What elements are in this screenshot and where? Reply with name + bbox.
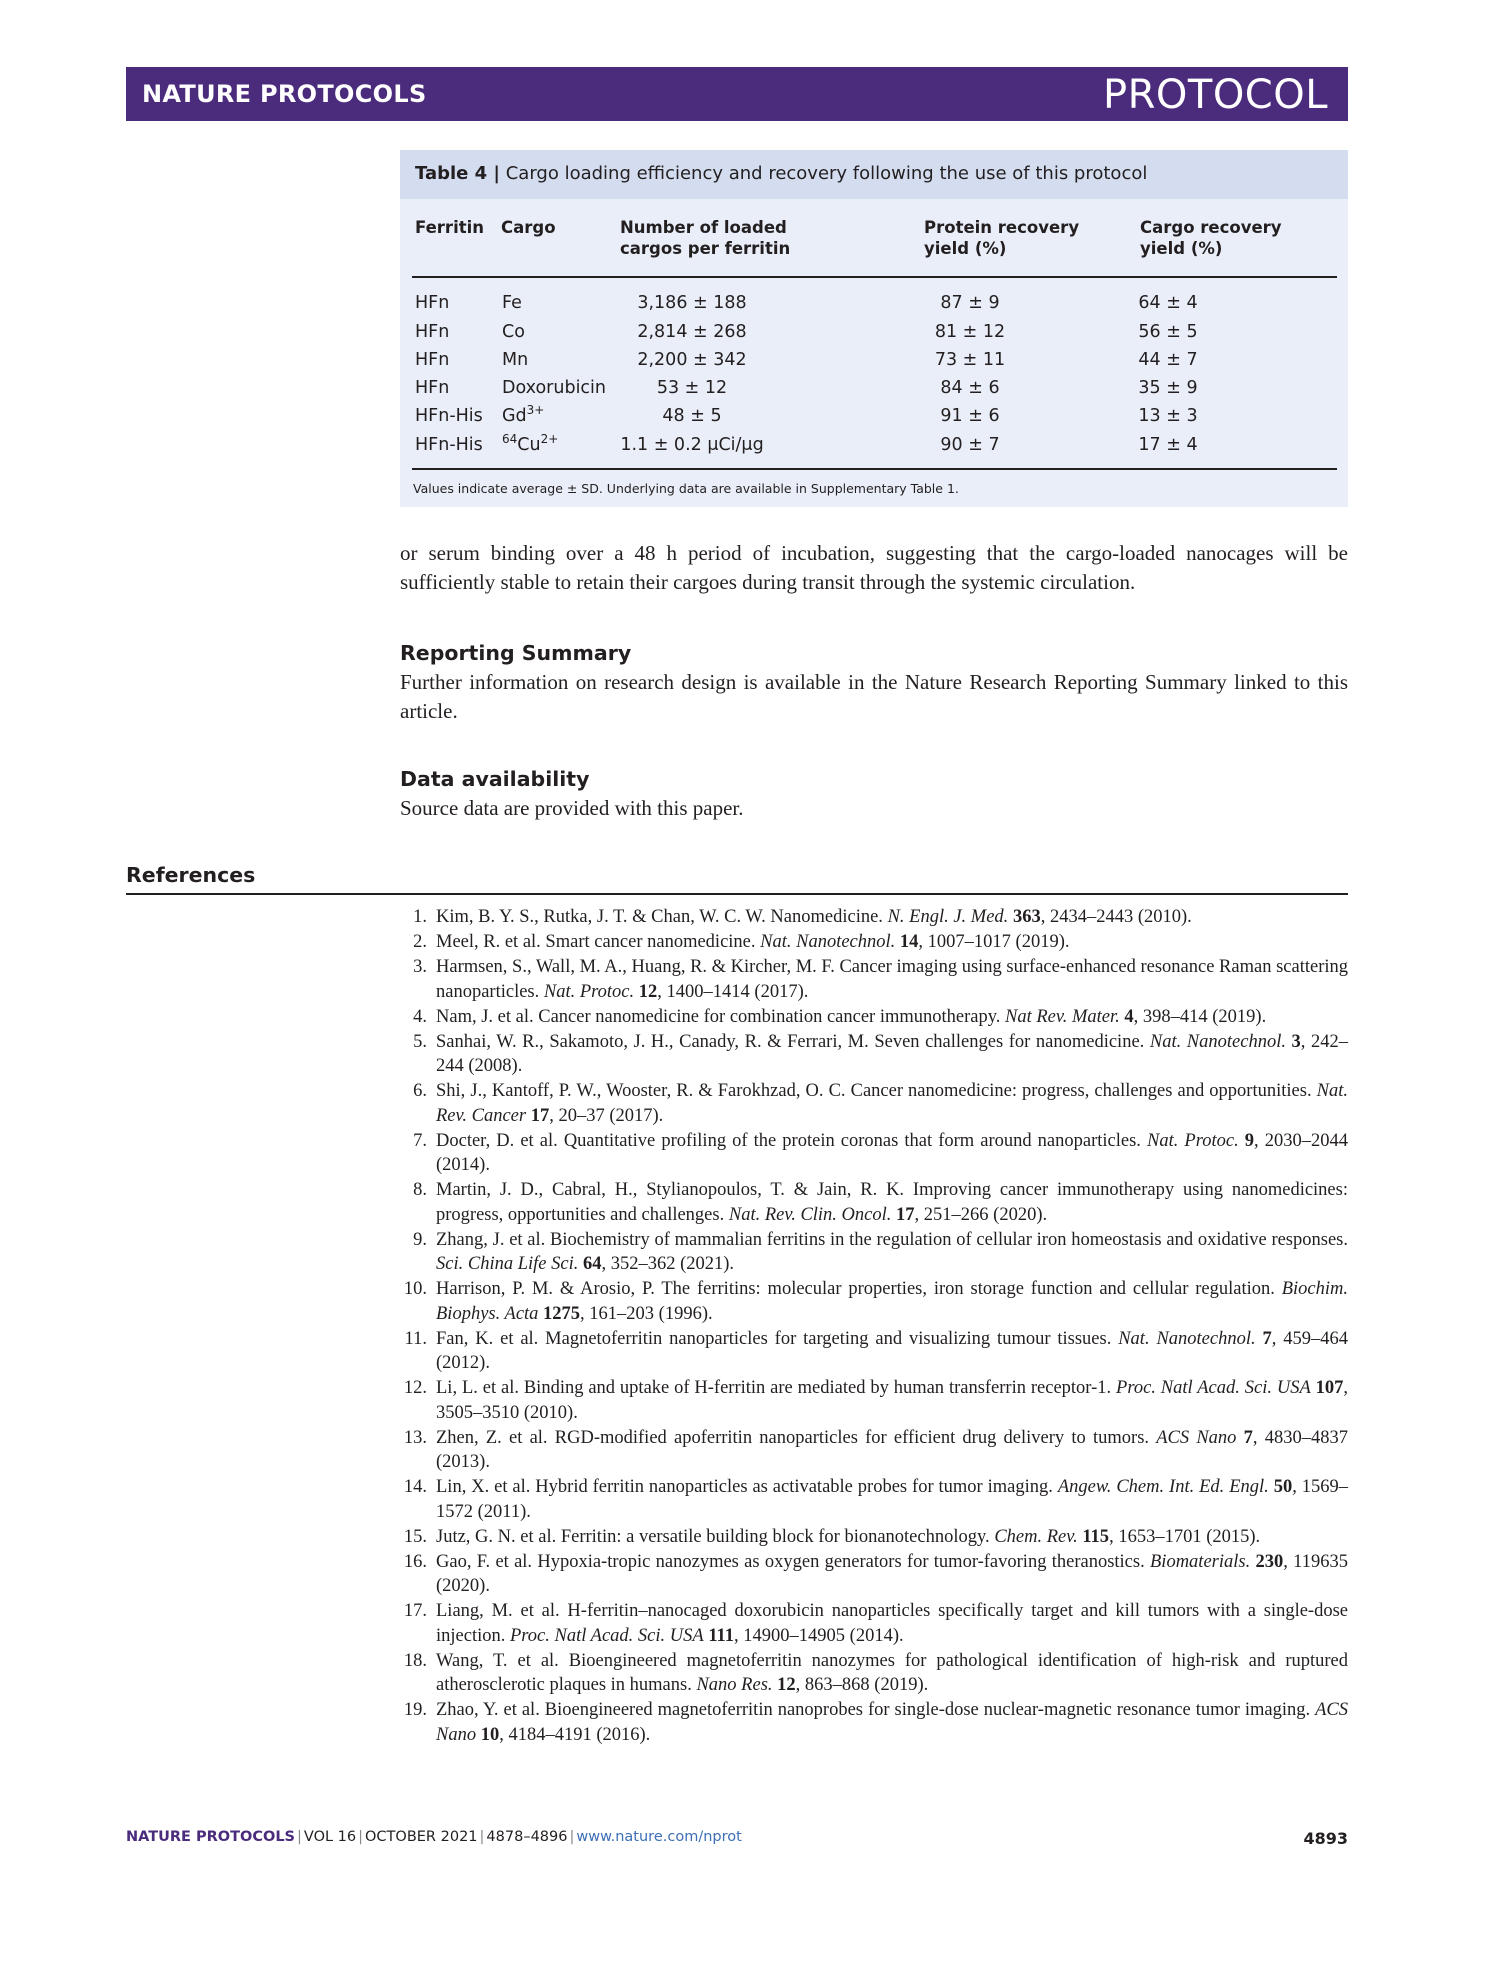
cell-ferritin: HFn bbox=[415, 378, 450, 398]
table-4 bbox=[400, 150, 1348, 507]
reference-number: 6. bbox=[413, 1081, 427, 1101]
reference-item: 19. Zhao, Y. et al. Bioengineered magnetoferritin nanoprobes for single-dose nuclear-magnetic resonance tumor imaging. ACS Nano 10, 4184–4191 (2016). bbox=[400, 1698, 1348, 1747]
table-header-rule bbox=[412, 276, 1337, 278]
reference-list bbox=[400, 905, 1348, 1748]
data-availability-text: Source data are provided with this paper. bbox=[400, 796, 744, 820]
footer-pages: 4878–4896 bbox=[486, 1829, 568, 1845]
reference-item: 7. Docter, D. et al. Quantitative profiling of the protein coronas that form around nanoparticles. Nat. Protoc. 9, 2030–2044 (2014). bbox=[400, 1129, 1348, 1178]
reference-item: 2. Meel, R. et al. Smart cancer nanomedicine. Nat. Nanotechnol. 14, 1007–1017 (2019). bbox=[400, 930, 1348, 955]
cell-cargo-recovery: 44 ± 7 bbox=[1138, 350, 1198, 370]
continuation-paragraph: or serum binding over a 48 h period of incubation, suggesting that the cargo-loaded nanocages will be sufficiently stable to retain their cargoes during transit through the systemic circulation. bbox=[400, 541, 1348, 594]
cell-cargo: Co bbox=[502, 322, 525, 342]
cell-protein-recovery: 73 ± 11 bbox=[934, 350, 1006, 370]
table-label: Table 4 | bbox=[415, 163, 500, 184]
reference-number: 8. bbox=[413, 1180, 427, 1200]
reference-number: 13. bbox=[403, 1427, 427, 1448]
column-header-cargo: Cargo bbox=[501, 218, 556, 237]
reference-item: 8. Martin, J. D., Cabral, H., Stylianopoulos, T. & Jain, R. K. Improving cancer immunotherapy using nanomedicines: progress, opportunities and challenges. Nat. Rev. Clin. Oncol. 17, 251–266 (2020). bbox=[400, 1178, 1348, 1227]
reference-number: 2. bbox=[413, 932, 427, 952]
reference-item: 6. Shi, J., Kantoff, P. W., Wooster, R. & Farokhzad, O. C. Cancer nanomedicine: progress, challenges and opportunities. Nat. Rev. Cancer 17, 20–37 (2017). bbox=[400, 1079, 1348, 1128]
reference-number: 14. bbox=[403, 1477, 427, 1497]
cell-cargo-recovery: 13 ± 3 bbox=[1138, 406, 1198, 426]
cell-loaded: 53 ± 12 bbox=[656, 378, 728, 398]
reference-item: 15. Jutz, G. N. et al. Ferritin: a versatile building block for bionanotechnology. Chem. Rev. 115, 1653–1701 (2015). bbox=[400, 1525, 1348, 1550]
cell-cargo: $Gd^{3+}$ bbox=[502, 403, 545, 426]
reference-number: 5. bbox=[413, 1031, 427, 1052]
reference-item: 13. Zhen, Z. et al. RGD-modified apoferritin nanoparticles for efficient drug delivery to tumors. ACS Nano 7, 4830–4837 (2013). bbox=[400, 1426, 1348, 1475]
cell-loaded: 2,814 ± 268 bbox=[637, 322, 747, 342]
cell-loaded: 2,200 ± 342 bbox=[637, 350, 747, 370]
cell-cargo-recovery: 17 ± 4 bbox=[1138, 435, 1198, 455]
cell-loaded: 48 ± 5 bbox=[662, 406, 722, 426]
reference-item: 4. Nam, J. et al. Cancer nanomedicine for combination cancer immunotherapy. Nat Rev. Mater. 4, 398–414 (2019). bbox=[400, 1005, 1348, 1030]
reference-number: 3. bbox=[413, 957, 427, 977]
reference-item: 3. Harmsen, S., Wall, M. A., Huang, R. & Kircher, M. F. Cancer imaging using surface-enhanced resonance Raman scattering nanoparticles. Nat. Protoc. 12, 1400–1414 (2017). bbox=[400, 955, 1348, 1004]
reference-number: 10. bbox=[403, 1279, 427, 1299]
reference-number: 12. bbox=[403, 1378, 427, 1398]
reference-item: 14. Lin, X. et al. Hybrid ferritin nanoparticles as activatable probes for tumor imaging. Angew. Chem. Int. Ed. Engl. 50, 1569–1572 (2011). bbox=[400, 1475, 1348, 1524]
cell-protein-recovery: 81 ± 12 bbox=[934, 322, 1006, 342]
cell-ferritin: HFn bbox=[415, 293, 450, 313]
cell-cargo-recovery: 35 ± 9 bbox=[1138, 378, 1198, 398]
cell-cargo: Mn bbox=[502, 350, 529, 370]
cell-protein-recovery: 87 ± 9 bbox=[940, 293, 1000, 313]
reference-item: 12. Li, L. et al. Binding and uptake of H-ferritin are mediated by human transferrin receptor-1. Proc. Natl Acad. Sci. USA 107, 3505–3510 (2010). bbox=[400, 1376, 1348, 1425]
cell-cargo: $^{64}Cu^{2+}$ bbox=[502, 432, 559, 455]
reference-item: 18. Wang, T. et al. Bioengineered magnetoferritin nanozymes for pathological identification of high-risk and ruptured atherosclerotic plaques in humans. Nano Res. 12, 863–868 (2019). bbox=[400, 1649, 1348, 1698]
journal-name: NATURE PROTOCOLS bbox=[142, 80, 427, 108]
cell-loaded: 1.1 ± 0.2 μCi/μg bbox=[620, 435, 764, 455]
cell-protein-recovery: 91 ± 6 bbox=[940, 406, 1000, 426]
cell-cargo: Doxorubicin bbox=[502, 378, 607, 398]
cell-cargo-recovery: 64 ± 4 bbox=[1138, 293, 1198, 313]
cell-ferritin: HFn-His bbox=[415, 435, 483, 455]
column-header-protein-recovery: Protein recovery yield (%) bbox=[924, 218, 1080, 258]
cell-protein-recovery: 84 ± 6 bbox=[940, 378, 1000, 398]
cell-ferritin: HFn bbox=[415, 350, 450, 370]
reference-number: 9. bbox=[413, 1229, 427, 1250]
column-header-loaded: Number of loaded cargos per ferritin bbox=[620, 218, 791, 258]
references-heading: References bbox=[126, 863, 256, 887]
table-bottom-rule bbox=[412, 468, 1337, 470]
table-title-bar bbox=[400, 150, 1348, 199]
reference-item: 5. Sanhai, W. R., Sakamoto, J. H., Canady, R. & Ferrari, M. Seven challenges for nanomedicine. Nat. Nanotechnol. 3, 242–244 (2008). bbox=[400, 1030, 1348, 1079]
cell-protein-recovery: 90 ± 7 bbox=[940, 435, 1000, 455]
reference-item: 11. Fan, K. et al. Magnetoferritin nanoparticles for targeting and visualizing tumour tissues. Nat. Nanotechnol. 7, 459–464 (2012). bbox=[400, 1327, 1348, 1376]
page-footer: NATURE PROTOCOLS | VOL 16 | OCTOBER 2021 | 4878–4896 | www.nature.com/nprot 4893 bbox=[126, 1829, 1348, 1848]
table-title bbox=[415, 163, 1147, 184]
cell-ferritin: HFn-His bbox=[415, 406, 483, 426]
reference-item: 9. Zhang, J. et al. Biochemistry of mammalian ferritins in the regulation of cellular iron homeostasis and oxidative responses. Sci. China Life Sci. 64, 352–362 (2021). bbox=[400, 1228, 1348, 1277]
table-footnote: Values indicate average ± SD. Underlying data are available in Supplementary Table 1. bbox=[413, 481, 959, 496]
footer-url-link[interactable]: www.nature.com/nprot bbox=[576, 1829, 742, 1845]
cell-loaded: 3,186 ± 188 bbox=[637, 293, 747, 313]
journal-header-bar bbox=[126, 67, 1348, 121]
column-header-ferritin: Ferritin bbox=[415, 218, 485, 237]
column-header-cargo-recovery: Cargo recovery yield (%) bbox=[1140, 218, 1282, 258]
reference-number: 16. bbox=[403, 1551, 427, 1572]
cell-cargo: Fe bbox=[502, 293, 522, 313]
footer-date: OCTOBER 2021 bbox=[365, 1829, 478, 1845]
reference-number: 4. bbox=[413, 1006, 427, 1027]
reporting-summary-text: Further information on research design is available in the Nature Research Reporting Summary linked to this article. bbox=[400, 670, 1348, 723]
reporting-summary-heading: Reporting Summary bbox=[400, 641, 632, 665]
reference-item: 16. Gao, F. et al. Hypoxia-tropic nanozymes as oxygen generators for tumor-favoring theranostics. Biomaterials. 230, 119635 (2020). bbox=[400, 1550, 1348, 1599]
reference-item: 10. Harrison, P. M. & Arosio, P. The ferritins: molecular properties, iron storage function and cellular regulation. Biochim. Biophys. Acta 1275, 161–203 (1996). bbox=[400, 1277, 1348, 1326]
table-caption: Cargo loading efficiency and recovery following the use of this protocol bbox=[505, 163, 1148, 184]
reference-number: 7. bbox=[413, 1130, 427, 1151]
page-number: 4893 bbox=[1303, 1829, 1348, 1848]
reference-number: 11. bbox=[404, 1328, 427, 1349]
reference-number: 17. bbox=[403, 1601, 427, 1621]
footer-volume: VOL 16 bbox=[303, 1829, 357, 1845]
footer-journal: NATURE PROTOCOLS bbox=[126, 1829, 296, 1845]
references-rule bbox=[126, 893, 1348, 895]
cell-cargo-recovery: 56 ± 5 bbox=[1138, 322, 1198, 342]
reference-number: 1. bbox=[413, 907, 427, 927]
reference-item: 17. Liang, M. et al. H-ferritin–nanocaged doxorubicin nanoparticles specifically target and kill tumors with a single-dose injection. Proc. Natl Acad. Sci. USA 111, 14900–14905 (2014). bbox=[400, 1599, 1348, 1648]
reference-number: 15. bbox=[403, 1526, 427, 1547]
reference-item: 1. Kim, B. Y. S., Rutka, J. T. & Chan, W. C. W. Nanomedicine. N. Engl. J. Med. 363, 2434–2443 (2010). bbox=[400, 905, 1348, 930]
article-type: PROTOCOL bbox=[1102, 72, 1328, 118]
cell-ferritin: HFn bbox=[415, 322, 450, 342]
reference-number: 19. bbox=[403, 1700, 427, 1720]
data-availability-heading: Data availability bbox=[400, 767, 590, 791]
reference-number: 18. bbox=[403, 1650, 427, 1671]
